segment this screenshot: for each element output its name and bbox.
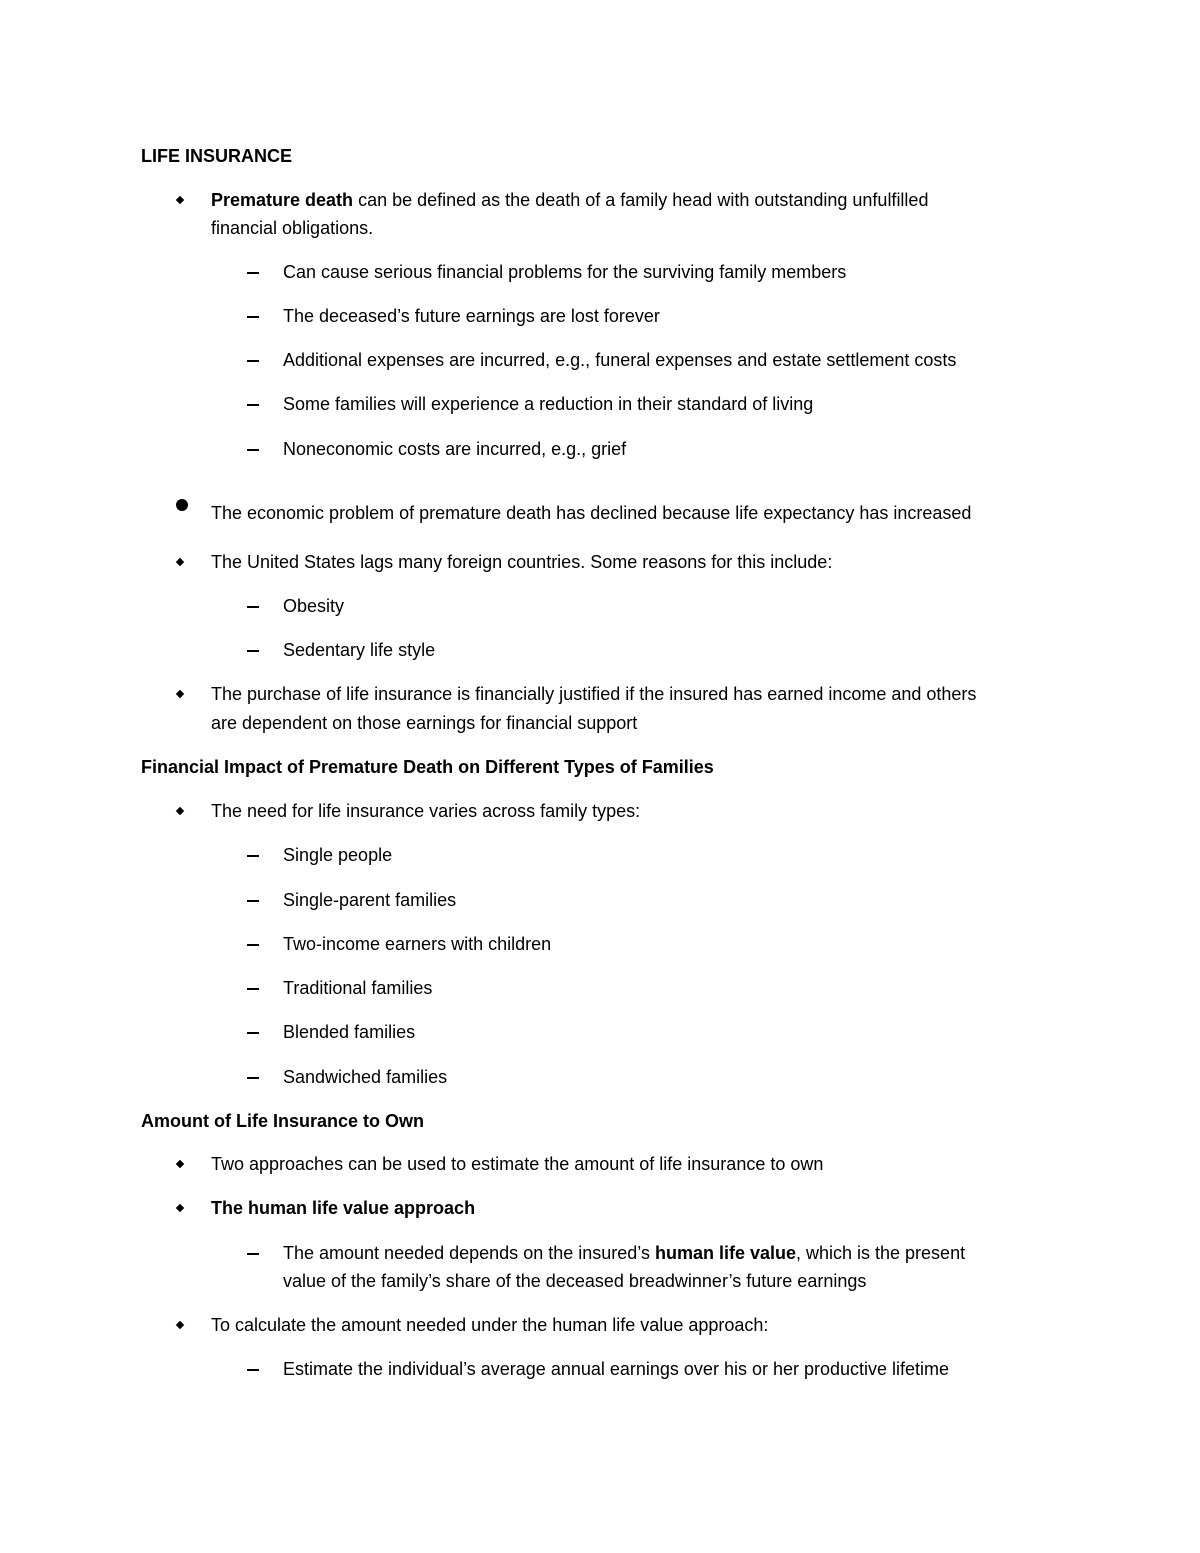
dash-icon bbox=[247, 855, 259, 857]
dash-icon bbox=[247, 316, 259, 318]
dash-icon bbox=[247, 988, 259, 990]
dash-icon bbox=[247, 1369, 259, 1371]
sub-list-item: Obesity bbox=[283, 596, 345, 616]
list-item-continuation: are dependent on those earnings for financial support bbox=[211, 713, 638, 733]
bullet-icon bbox=[176, 499, 188, 511]
bullet-icon bbox=[176, 1321, 184, 1329]
list-item-continuation: financial obligations. bbox=[211, 218, 374, 238]
page-title: LIFE INSURANCE bbox=[141, 146, 293, 166]
bold-term: human life value bbox=[654, 1243, 796, 1263]
bullet-icon bbox=[176, 807, 184, 815]
dash-icon bbox=[247, 650, 259, 652]
dash-icon bbox=[247, 1077, 259, 1079]
list-item: Two approaches can be used to estimate the amount of life insurance to own bbox=[211, 1154, 824, 1174]
sub-list-item: Some families will experience a reduction in their standard of living bbox=[283, 394, 814, 414]
sub-list-item: Blended families bbox=[283, 1022, 416, 1042]
sub-list-item: Additional expenses are incurred, e.g., funeral expenses and estate settlement costs bbox=[283, 350, 957, 370]
section-heading: Financial Impact of Premature Death on Different Types of Families bbox=[141, 757, 714, 777]
sub-list-item: Traditional families bbox=[283, 978, 433, 998]
list-item: The human life value approach bbox=[211, 1198, 476, 1218]
sub-list-item: Two-income earners with children bbox=[283, 934, 552, 954]
sub-list-item-text: The amount needed depends on the insured’s bbox=[283, 1243, 655, 1263]
sub-list-item: The deceased’s future earnings are lost forever bbox=[283, 306, 660, 326]
dash-icon bbox=[247, 360, 259, 362]
sub-list-item: Single people bbox=[283, 845, 393, 865]
bullet-icon bbox=[176, 690, 184, 698]
list-item-text: can be defined as the death of a family head with outstanding unfulfilled bbox=[353, 190, 929, 210]
list-item: To calculate the amount needed under the human life value approach: bbox=[211, 1315, 769, 1335]
sub-list-item: Estimate the individual’s average annual earnings over his or her productive lifetime bbox=[283, 1359, 950, 1379]
sub-list-item: Can cause serious financial problems for the surviving family members bbox=[283, 262, 847, 282]
sub-list-item: Sandwiched families bbox=[283, 1067, 448, 1087]
bullet-icon bbox=[176, 558, 184, 566]
dash-icon bbox=[247, 900, 259, 902]
bullet-icon bbox=[176, 1160, 184, 1168]
dash-icon bbox=[247, 1253, 259, 1255]
sub-list-item: Sedentary life style bbox=[283, 640, 436, 660]
section-heading: Amount of Life Insurance to Own bbox=[141, 1111, 424, 1131]
list-item: The purchase of life insurance is financially justified if the insured has earned income and others bbox=[211, 684, 977, 704]
dash-icon bbox=[247, 272, 259, 274]
sub-list-item: Noneconomic costs are incurred, e.g., grief bbox=[283, 439, 627, 459]
bullet-icon bbox=[176, 196, 184, 204]
sub-list-item bbox=[283, 1239, 965, 1267]
dash-icon bbox=[247, 1032, 259, 1034]
dash-icon bbox=[247, 606, 259, 608]
list-item: The United States lags many foreign countries. Some reasons for this include: bbox=[211, 552, 833, 572]
list-item: The economic problem of premature death has declined because life expectancy has increased bbox=[211, 503, 972, 523]
list-item bbox=[211, 186, 928, 214]
dash-icon bbox=[247, 449, 259, 451]
sub-list-item-text: , which is the present bbox=[796, 1243, 966, 1263]
sub-list-item-continuation: value of the family’s share of the deceased breadwinner’s future earnings bbox=[283, 1271, 867, 1291]
list-item: The need for life insurance varies across family types: bbox=[211, 801, 641, 821]
bullet-icon bbox=[176, 1204, 184, 1212]
dash-icon bbox=[247, 944, 259, 946]
bold-term: Premature death bbox=[211, 190, 354, 210]
dash-icon bbox=[247, 404, 259, 406]
sub-list-item: Single-parent families bbox=[283, 890, 457, 910]
